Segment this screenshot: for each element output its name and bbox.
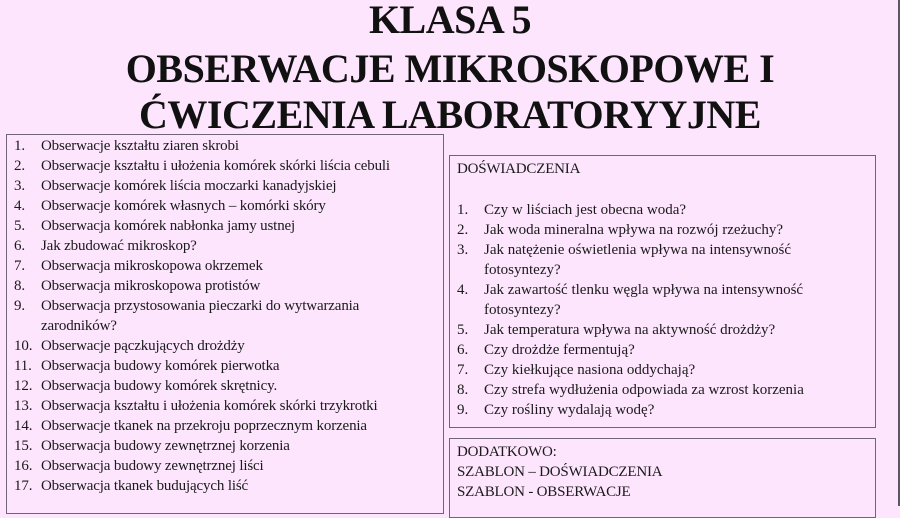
item-number: 8. xyxy=(14,278,25,294)
item-number: 17. xyxy=(14,478,33,494)
title-line-class: KLASA 5 xyxy=(368,0,532,42)
experiment-item[interactable] xyxy=(457,220,867,240)
item-text: Obserwacje kształtu ziaren skrobi xyxy=(41,138,239,154)
item-number: 7. xyxy=(14,258,25,274)
item-number: 15. xyxy=(14,438,33,454)
additional-heading: DODATKOWO: xyxy=(457,444,557,460)
item-text: Czy w liściach jest obecna woda? xyxy=(484,202,687,218)
observation-item[interactable] xyxy=(14,256,439,276)
item-text: Obserwacja budowy komórek skrętnicy. xyxy=(41,378,278,394)
experiment-item[interactable] xyxy=(457,280,867,320)
observation-item[interactable] xyxy=(14,156,439,176)
item-text: Czy strefa wydłużenia odpowiada za wzrost korzenia xyxy=(484,382,804,398)
observation-item[interactable] xyxy=(14,476,439,496)
item-text: Obserwacje kształtu i ułożenia komórek skórki liścia cebuli xyxy=(41,158,390,174)
observation-item[interactable] xyxy=(14,416,439,436)
item-text: Obserwacja budowy zewnętrznej korzenia xyxy=(41,438,290,454)
item-text: Obserwacje komórek liścia moczarki kanadyjskiej xyxy=(41,178,337,194)
item-number: 8. xyxy=(457,382,469,398)
item-text: Obserwacja mikroskopowa okrzemek xyxy=(41,258,263,274)
template-observations-link[interactable]: SZABLON - OBSERWACJE xyxy=(457,484,631,500)
experiments-box xyxy=(449,155,876,428)
item-number: 11. xyxy=(14,358,32,374)
item-text: Obserwacja przystosowania pieczarki do wytwarzania zarodników? xyxy=(41,298,360,334)
item-number: 2. xyxy=(457,222,469,238)
item-number: 1. xyxy=(457,202,469,218)
item-text: Czy rośliny wydalają wodę? xyxy=(484,402,655,418)
observation-item[interactable] xyxy=(14,276,439,296)
item-number: 5. xyxy=(457,322,469,338)
observation-item[interactable] xyxy=(14,456,439,476)
observation-item[interactable] xyxy=(14,216,439,236)
item-number: 3. xyxy=(14,178,25,194)
observation-item[interactable] xyxy=(14,396,439,416)
item-number: 13. xyxy=(14,398,33,414)
item-text: Obserwacje pączkujących drożdży xyxy=(41,338,245,354)
item-text: Jak natężenie oświetlenia wpływa na intensywność fotosyntezy? xyxy=(484,242,791,278)
item-text: Obserwacja budowy zewnętrznej liści xyxy=(41,458,264,474)
title-line-exercises: ĆWICZENIA LABORATORYYJNE xyxy=(139,92,761,137)
item-text: Obserwacja tkanek budujących liść xyxy=(41,478,249,494)
item-number: 2. xyxy=(14,158,25,174)
item-number: 3. xyxy=(457,242,469,258)
item-number: 1. xyxy=(14,138,25,154)
experiment-item[interactable] xyxy=(457,320,867,340)
item-text: Obserwacja budowy komórek pierwotka xyxy=(41,358,280,374)
experiment-item[interactable] xyxy=(457,360,867,380)
item-number: 5. xyxy=(14,218,25,234)
observation-item[interactable] xyxy=(14,436,439,456)
item-number: 4. xyxy=(14,198,25,214)
observation-item[interactable] xyxy=(14,336,439,356)
item-number: 7. xyxy=(457,362,469,378)
observation-item[interactable] xyxy=(14,376,439,396)
observation-item[interactable] xyxy=(14,196,439,216)
item-number: 16. xyxy=(14,458,33,474)
item-number: 4. xyxy=(457,282,469,298)
item-text: Obserwacja komórek nabłonka jamy ustnej xyxy=(41,218,296,234)
item-text: Obserwacje komórek własnych – komórki skóry xyxy=(41,198,326,214)
item-text: Obserwacja mikroskopowa protistów xyxy=(41,278,261,294)
observation-item[interactable] xyxy=(14,296,439,336)
item-number: 10. xyxy=(14,338,33,354)
item-text: Czy drożdże fermentują? xyxy=(484,342,635,358)
item-number: 6. xyxy=(14,238,25,254)
additional-box xyxy=(449,438,876,518)
observation-item[interactable] xyxy=(14,356,439,376)
experiment-item[interactable] xyxy=(457,380,867,400)
title-line-observations: OBSERWACJE MIKROSKOPOWE I xyxy=(125,46,775,91)
item-number: 6. xyxy=(457,342,469,358)
observation-item[interactable] xyxy=(14,236,439,256)
observation-item[interactable] xyxy=(14,136,439,156)
experiment-item[interactable] xyxy=(457,200,867,220)
template-experiments-link[interactable]: SZABLON – DOŚWIADCZENIA xyxy=(457,464,663,480)
item-number: 9. xyxy=(457,402,469,418)
observation-item[interactable] xyxy=(14,176,439,196)
item-text: Obserwacje tkanek na przekroju poprzecznym korzenia xyxy=(41,418,367,434)
item-text: Jak zawartość tlenku węgla wpływa na intensywność fotosyntezy? xyxy=(484,282,804,318)
experiment-item[interactable] xyxy=(457,340,867,360)
observations-box xyxy=(6,134,444,514)
item-text: Czy kiełkujące nasiona oddychają? xyxy=(484,362,696,378)
experiment-item[interactable] xyxy=(457,400,867,420)
experiments-heading: DOŚWIADCZENIA xyxy=(457,161,581,177)
experiment-item[interactable] xyxy=(457,240,867,280)
experiments-list xyxy=(457,200,867,420)
item-text: Jak zbudować mikroskop? xyxy=(41,238,197,254)
item-number: 9. xyxy=(14,298,25,314)
item-text: Obserwacja kształtu i ułożenia komórek skórki trzykrotki xyxy=(41,398,378,414)
item-text: Jak temperatura wpływa na aktywność drożdży? xyxy=(484,322,776,338)
item-text: Jak woda mineralna wpływa na rozwój rzeżuchy? xyxy=(484,222,784,238)
observations-list xyxy=(14,136,439,496)
item-number: 12. xyxy=(14,378,33,394)
item-number: 14. xyxy=(14,418,33,434)
